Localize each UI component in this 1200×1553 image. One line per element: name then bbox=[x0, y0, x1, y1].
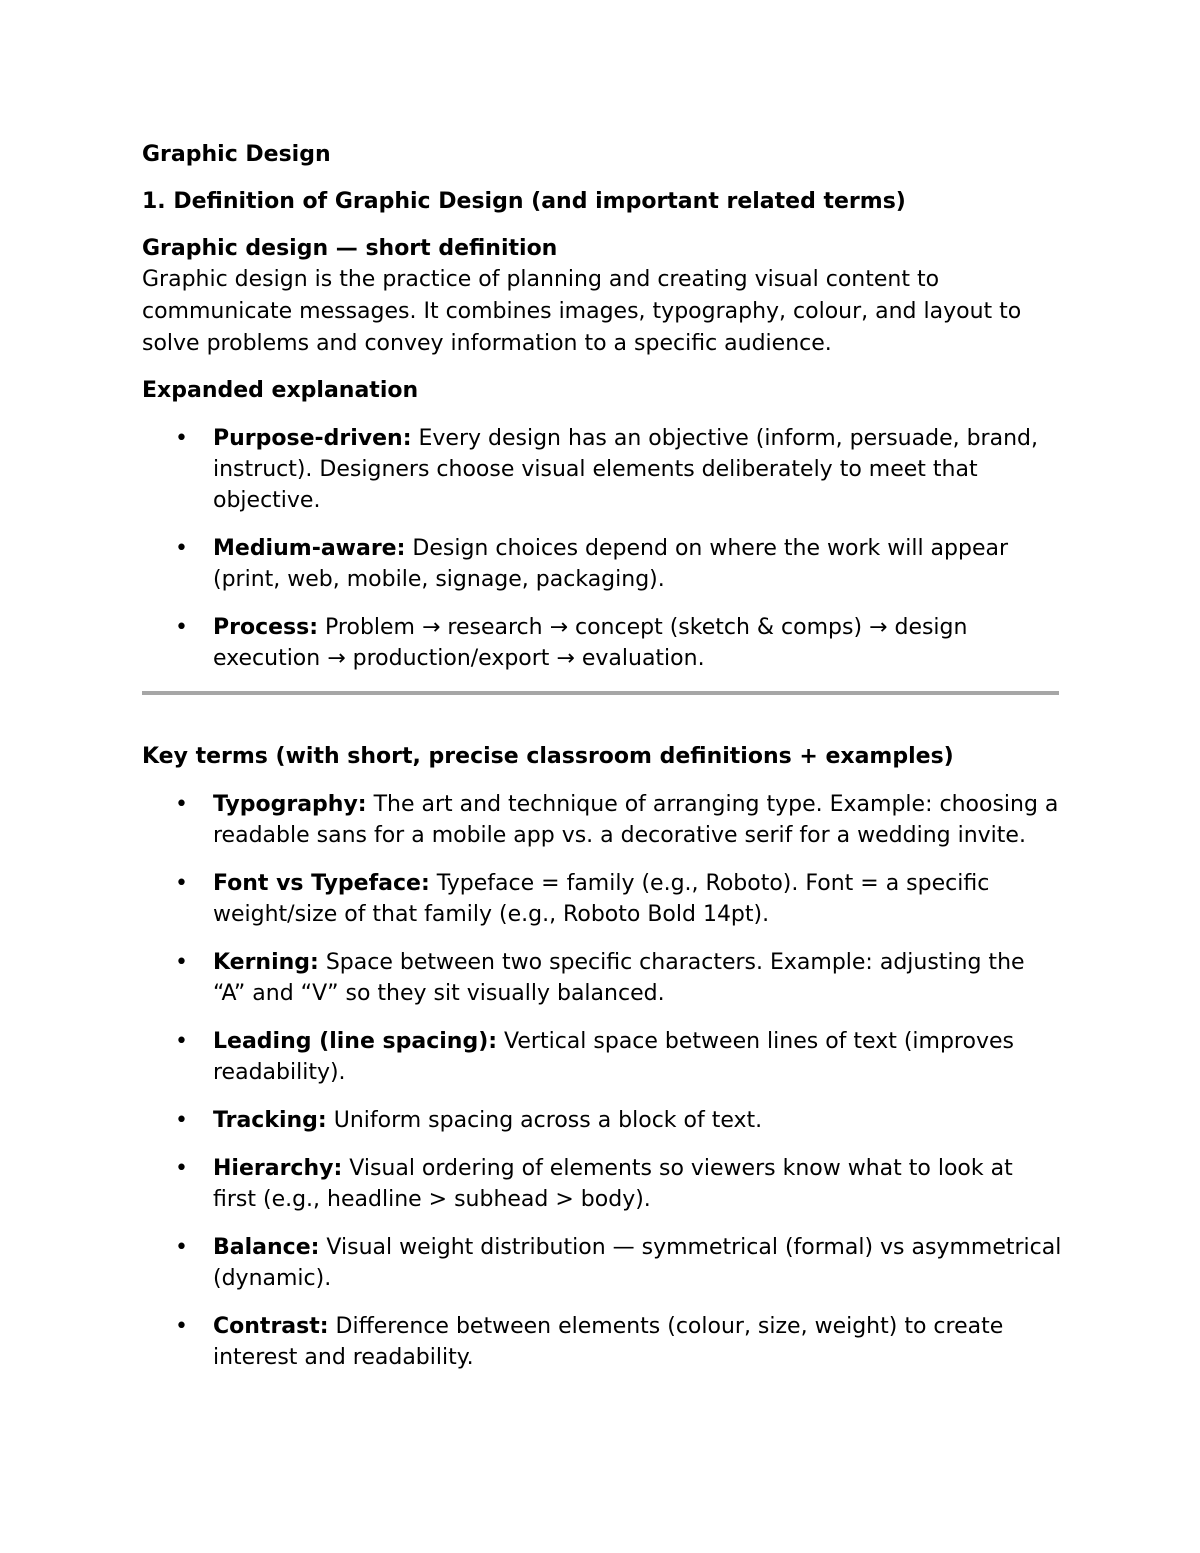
list-item-text: Vertical space between lines of text (improves readability). bbox=[213, 1029, 1014, 1085]
list-item bbox=[142, 1153, 1062, 1215]
list-item bbox=[142, 1026, 1062, 1088]
key-terms-heading: Key terms (with short, precise classroom definitions + examples) bbox=[142, 744, 954, 769]
bullet-icon: • bbox=[175, 1314, 188, 1339]
bullet-icon: • bbox=[175, 1108, 188, 1133]
list-item bbox=[142, 868, 1062, 930]
bullet-icon: • bbox=[175, 426, 188, 451]
list-item-term: Purpose-driven: bbox=[213, 426, 412, 451]
expanded-explanation-heading: Expanded explanation bbox=[142, 378, 419, 403]
list-item-text: Problem → research → concept (sketch & comps) → design execution → production/export → evaluation. bbox=[213, 615, 968, 671]
list-item bbox=[142, 423, 1062, 516]
bullet-icon: • bbox=[175, 950, 188, 975]
key-terms-list bbox=[142, 789, 1062, 1373]
list-item-term: Medium-aware: bbox=[213, 536, 406, 561]
list-item-text: Visual weight distribution — symmetrical (formal) vs asymmetrical (dynamic). bbox=[213, 1235, 1062, 1291]
list-item bbox=[142, 1232, 1062, 1294]
list-item-term: Kerning: bbox=[213, 950, 319, 975]
list-item bbox=[142, 1105, 1062, 1136]
expanded-list bbox=[142, 423, 1062, 674]
list-item-term: Balance: bbox=[213, 1235, 320, 1260]
document-title: Graphic Design bbox=[142, 142, 331, 167]
bullet-icon: • bbox=[175, 1029, 188, 1054]
list-item bbox=[142, 533, 1062, 595]
list-item-text: Difference between elements (colour, size, weight) to create interest and readability. bbox=[213, 1314, 1004, 1370]
section-heading: 1. Definition of Graphic Design (and important related terms) bbox=[142, 189, 906, 214]
bullet-icon: • bbox=[175, 1156, 188, 1181]
list-item-term: Hierarchy: bbox=[213, 1156, 343, 1181]
short-definition-text: Graphic design is the practice of planning and creating visual content to communicate messages. It combines images, typography, colour, and layout to solve problems and convey information to a specific audience. bbox=[142, 267, 1022, 356]
list-item-term: Contrast: bbox=[213, 1314, 329, 1339]
list-item-text: Uniform spacing across a block of text. bbox=[326, 1108, 763, 1133]
list-item-text: Typeface = family (e.g., Roboto). Font = a specific weight/size of that family (e.g., Roboto Bold 14pt). bbox=[213, 871, 990, 927]
bullet-icon: • bbox=[175, 792, 188, 817]
bullet-icon: • bbox=[175, 536, 188, 561]
list-item-text: The art and technique of arranging type. Example: choosing a readable sans for a mobile app vs. a decorative serif for a wedding invite. bbox=[213, 792, 1059, 848]
list-item bbox=[142, 612, 1062, 674]
list-item-text: Visual ordering of elements so viewers know what to look at first (e.g., headline > subhead > body). bbox=[213, 1156, 1013, 1212]
list-item-text: Design choices depend on where the work will appear (print, web, mobile, signage, packaging). bbox=[213, 536, 1009, 592]
list-item bbox=[142, 947, 1062, 1009]
list-item-term: Leading (line spacing): bbox=[213, 1029, 498, 1054]
list-item-term: Font vs Typeface: bbox=[213, 871, 430, 896]
short-definition-heading: Graphic design — short definition bbox=[142, 236, 558, 261]
list-item-term: Tracking: bbox=[213, 1108, 327, 1133]
list-item bbox=[142, 1311, 1062, 1373]
list-item-text: Every design has an objective (inform, persuade, brand, instruct). Designers choose visual elements deliberately to meet that objective. bbox=[213, 426, 1038, 513]
bullet-icon: • bbox=[175, 615, 188, 640]
document-page bbox=[142, 139, 1062, 1390]
bullet-icon: • bbox=[175, 1235, 188, 1260]
list-item-term: Typography: bbox=[213, 792, 367, 817]
list-item-term: Process: bbox=[213, 615, 319, 640]
horizontal-divider bbox=[142, 691, 1059, 695]
list-item-text: Space between two specific characters. Example: adjusting the “A” and “V” so they sit visually balanced. bbox=[213, 950, 1025, 1006]
list-item bbox=[142, 789, 1062, 851]
bullet-icon: • bbox=[175, 871, 188, 896]
